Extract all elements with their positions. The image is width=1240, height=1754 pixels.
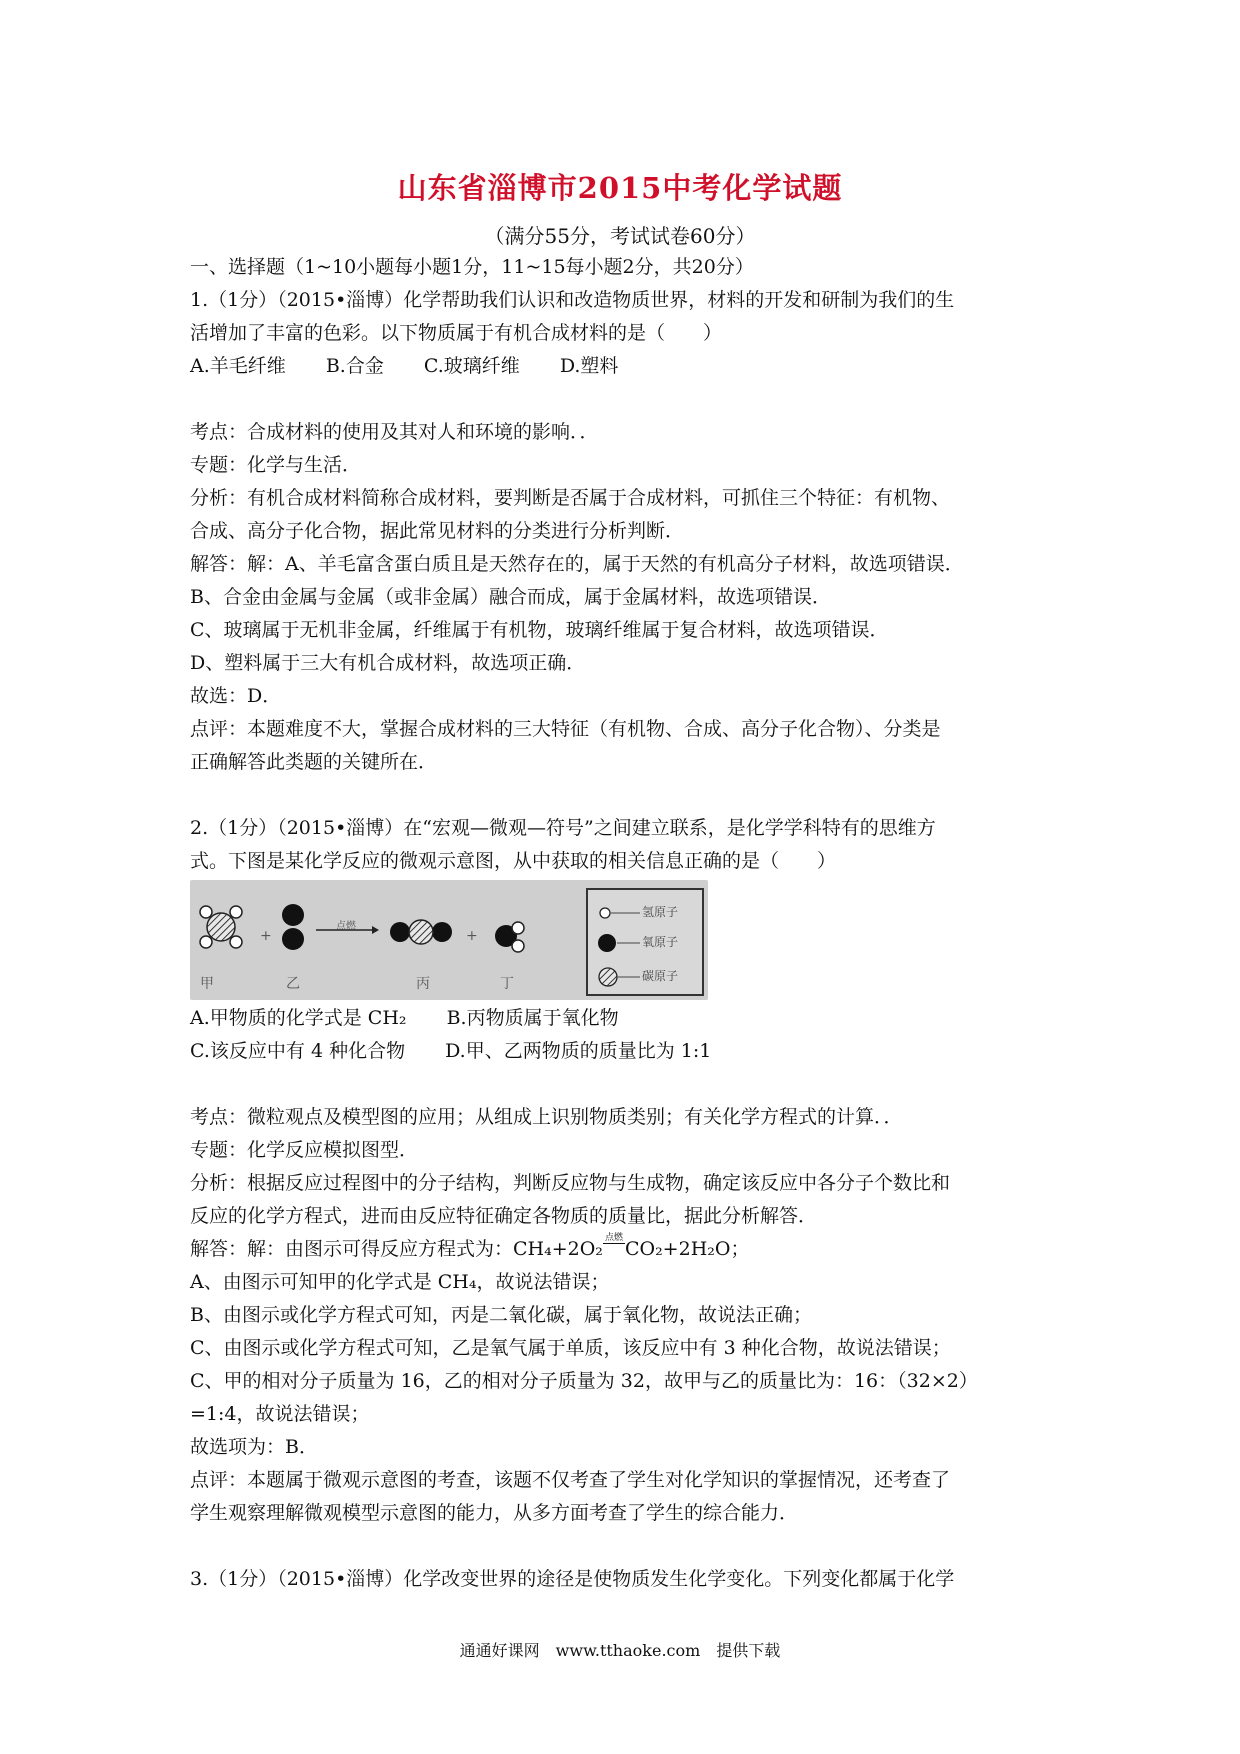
q1-zhuanti: 专题：化学与生活． — [190, 454, 362, 476]
q2-options-row1 — [190, 1002, 1060, 1035]
q2-dianping-2: 学生观察理解微观模型示意图的能力，从多方面考查了学生的综合能力． — [190, 1502, 799, 1524]
label-bing: 丙 — [416, 976, 430, 992]
q2-option-d: D.甲、乙两物质的质量比为 1:1 — [445, 1040, 712, 1062]
q1-jieda-3: C、玻璃属于无机非金属，纤维属于有机物，玻璃纤维属于复合材料，故选项错误． — [190, 619, 889, 641]
page-title: 山东省淄博市2015中考化学试题 — [397, 171, 843, 205]
diagram-legend — [586, 888, 704, 996]
label-ding: 丁 — [500, 976, 514, 992]
exam-content — [190, 251, 1060, 1596]
q3-stem-line1: 3.（1分）（2015•淄博）化学改变世界的途径是使物质发生化学变化。下列变化都属于化学 — [190, 1568, 955, 1590]
q2-jieda-a: A、由图示可知甲的化学式是 CH₄，故说法错误； — [190, 1271, 610, 1293]
oxygen-molecule-icon — [278, 902, 308, 954]
q2-fenxi-2: 反应的化学方程式，进而由反应特征确定各物质的质量比，据此分析解答． — [190, 1205, 818, 1227]
q1-fenxi-2: 合成、高分子化合物，据此常见材料的分类进行分析判断． — [190, 520, 685, 542]
q2-jieda-b: B、由图示或化学方程式可知，丙是二氧化碳，属于氧化物，故说法正确； — [190, 1304, 812, 1326]
arrow-condition: 点燃 — [336, 921, 356, 932]
plus-sign: + — [260, 928, 272, 944]
q2-dianping-1: 点评：本题属于微观示意图的考查，该题不仅考查了学生对化学知识的掌握情况，还考查了 — [190, 1469, 951, 1491]
q1-dianping-1: 点评：本题难度不大，掌握合成材料的三大特征（有机物、合成、高分子化合物）、分类是 — [190, 718, 941, 740]
oxygen-atom-icon — [598, 933, 642, 953]
reaction-diagram — [190, 880, 708, 1000]
q1-option-d: D.塑料 — [559, 355, 619, 377]
page-subtitle: （满分55分，考试试卷60分） — [484, 224, 756, 248]
q1-option-b: B.合金 — [325, 355, 384, 377]
q2-option-c: C.该反应中有 4 种化合物 — [190, 1040, 406, 1062]
q2-jieda-d2: =1:4，故说法错误； — [190, 1403, 370, 1425]
water-molecule-icon — [488, 916, 528, 954]
section-heading: 一、选择题（1~10小题每小题1分，11~15每小题2分，共20分） — [190, 256, 754, 278]
q1-option-a: A.羊毛纤维 — [190, 355, 286, 377]
q1-dianping-2: 正确解答此类题的关键所在． — [190, 751, 438, 773]
q2-stem-line1: 2.（1分）（2015•淄博）在“宏观—微观—符号”之间建立联系，是化学学科特有的思维方 — [190, 817, 936, 839]
q2-jieda-d1: C、甲的相对分子质量为 16，乙的相对分子质量为 32，故甲与乙的质量比为：16：（32×2） — [190, 1370, 978, 1392]
q2-option-b: B.丙物质属于氧化物 — [446, 1007, 619, 1029]
legend-oxygen: 氧原子 — [598, 926, 678, 959]
plus-sign: + — [466, 928, 478, 944]
page-footer: 通通好课网 www.tthaoke.com 提供下载 — [459, 1641, 781, 1660]
q1-stem-line1: 1.（1分）（2015•淄博）化学帮助我们认识和改造物质世界，材料的开发和研制为我们的生 — [190, 289, 955, 311]
q2-jieda-equation: 解答：解：由图示可得反应方程式为：CH₄+2O₂ 点燃 CO₂+2H₂O； — [190, 1233, 750, 1260]
q1-jieda-2: B、合金由金属与金属（或非金属）融合而成，属于金属材料，故选项错误． — [190, 586, 831, 608]
reaction-condition: 点燃 — [604, 1233, 623, 1243]
q1-jieda-4: D、塑料属于三大有机合成材料，故选项正确． — [190, 652, 586, 674]
legend-carbon: 碳原子 — [598, 960, 678, 993]
q1-jieda-1: 解答：解：A、羊毛富含蛋白质且是天然存在的，属于天然的有机高分子材料，故选项错误． — [190, 553, 964, 575]
label-yi: 乙 — [286, 976, 300, 992]
q2-zhuanti: 专题：化学反应模拟图型． — [190, 1139, 419, 1161]
q1-option-c: C.玻璃纤维 — [423, 355, 520, 377]
co2-molecule-icon — [388, 918, 454, 946]
q1-stem-line2: 活增加了丰富的色彩。以下物质属于有机合成材料的是（ ） — [190, 322, 723, 344]
hydrogen-atom-icon — [598, 906, 642, 920]
q2-jieda-c: C、由图示或化学方程式可知，乙是氧气属于单质，该反应中有 3 种化合物，故说法错误； — [190, 1337, 951, 1359]
q1-options — [190, 350, 1060, 383]
label-jia: 甲 — [200, 976, 214, 992]
methane-molecule-icon — [196, 902, 246, 952]
q2-options-row2 — [190, 1035, 1060, 1068]
q2-answer: 故选项为：B． — [190, 1436, 318, 1458]
q1-kaodian: 考点：合成材料的使用及其对人和环境的影响．． — [190, 421, 599, 443]
q2-fenxi-1: 分析：根据反应过程图中的分子结构，判断反应物与生成物，确定该反应中各分子个数比和 — [190, 1172, 951, 1194]
q2-kaodian: 考点：微粒观点及模型图的应用；从组成上识别物质类别；有关化学方程式的计算．． — [190, 1106, 903, 1128]
q1-fenxi-1: 分析：有机合成材料简称合成材料，要判断是否属于合成材料，可抓住三个特征：有机物、 — [190, 487, 951, 509]
q1-answer: 故选：D． — [190, 685, 282, 707]
q2-stem-line2: 式。下图是某化学反应的微观示意图，从中获取的相关信息正确的是（ ） — [190, 850, 837, 872]
legend-hydrogen: 氢原子 — [598, 896, 678, 929]
carbon-atom-icon — [598, 966, 642, 988]
q2-option-a: A.甲物质的化学式是 CH₂ — [190, 1007, 407, 1029]
